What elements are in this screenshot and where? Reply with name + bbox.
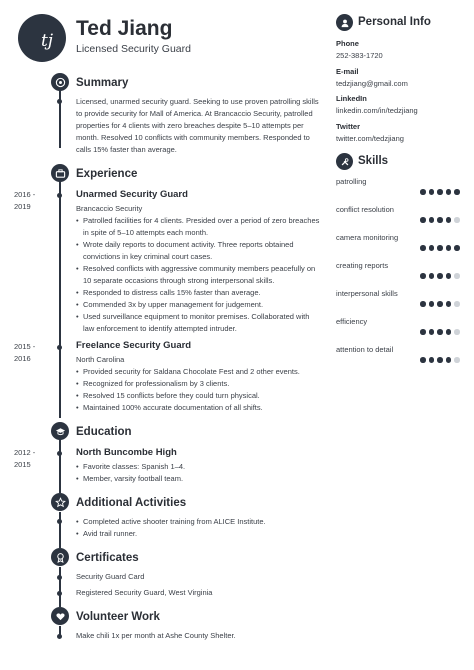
rating-dot	[429, 301, 435, 307]
rating-dot	[454, 217, 460, 223]
skill-name: attention to detail	[336, 345, 394, 354]
education-bullets	[76, 461, 322, 485]
graduation-cap-icon	[51, 422, 69, 440]
list-item: • Wrote daily reports to document activity. Three reports obtained convictions in key criminal court cases.	[76, 239, 322, 263]
candidate-name: Ted Jiang	[76, 17, 173, 40]
phone-value: 252-383-1720	[336, 51, 383, 60]
timeline-dot	[57, 99, 62, 104]
timeline-line	[59, 567, 61, 607]
rating-dot	[437, 245, 443, 251]
candidate-role: Licensed Security Guard	[76, 43, 191, 55]
certificates-heading: Certificates	[76, 552, 139, 564]
skills-heading: Skills	[358, 155, 389, 167]
list-item: • Completed active shooter training from ALICE Institute.	[76, 516, 322, 528]
skill-name: camera monitoring	[336, 233, 399, 242]
rating-dot	[420, 357, 426, 363]
job-date-start: 2015 -	[14, 342, 36, 351]
list-item: • Resolved conflicts with aggressive community members peacefully on 10 separate occasions through strong interpersonal skills.	[76, 263, 322, 287]
rating-dot	[429, 329, 435, 335]
timeline-dot	[57, 345, 62, 350]
list-item: • Resolved 15 conflicts before they could turn physical.	[76, 390, 322, 402]
summary-heading: Summary	[76, 77, 129, 89]
rating-dot	[437, 217, 443, 223]
rating-dot	[446, 301, 452, 307]
job-date-start: 2016 -	[14, 190, 36, 199]
rating-dot	[454, 189, 460, 195]
rating-dot	[429, 217, 435, 223]
timeline-dot	[57, 193, 62, 198]
rating-dot	[454, 301, 460, 307]
skill-rating	[420, 329, 460, 335]
skill-rating	[420, 217, 460, 223]
rating-dot	[437, 189, 443, 195]
list-item: • Member, varsity football team.	[76, 473, 322, 485]
job-company: North Carolina	[76, 355, 125, 364]
list-item: • Maintained 100% accurate documentation of all shifts.	[76, 402, 322, 414]
skill-name: patrolling	[336, 177, 367, 186]
rating-dot	[446, 357, 452, 363]
list-item: • Recognized for professionalism by 3 clients.	[76, 378, 322, 390]
skill-name: conflict resolution	[336, 205, 394, 214]
email-value[interactable]: tedzjiang@gmail.com	[336, 79, 408, 88]
rating-dot	[429, 245, 435, 251]
rating-dot	[437, 329, 443, 335]
job-date-end: 2016	[14, 354, 31, 363]
certificate-item: Security Guard Card	[76, 572, 145, 581]
rating-dot	[446, 217, 452, 223]
job-company: Brancaccio Security	[76, 204, 143, 213]
twitter-label: Twitter	[336, 122, 361, 131]
skill-rating	[420, 301, 460, 307]
rating-dot	[420, 189, 426, 195]
rating-dot	[437, 357, 443, 363]
rating-dot	[454, 329, 460, 335]
phone-label: Phone	[336, 39, 359, 48]
rating-dot	[420, 273, 426, 279]
list-item: • Commended 3x by upper management for judgement.	[76, 299, 322, 311]
list-item: • Favorite classes: Spanish 1–4.	[76, 461, 322, 473]
experience-heading: Experience	[76, 168, 138, 180]
timeline-line	[59, 180, 61, 418]
timeline-dot	[57, 451, 62, 456]
job-bullets	[76, 366, 322, 414]
rating-dot	[454, 357, 460, 363]
briefcase-icon	[51, 164, 69, 182]
rating-dot	[454, 245, 460, 251]
volunteer-heading: Volunteer Work	[76, 611, 160, 623]
rating-dot	[429, 357, 435, 363]
list-item: • Avid trail runner.	[76, 528, 322, 540]
list-item: • Patrolled facilities for 4 clients. Presided over a period of zero breaches in spite of 5–10 attempts each month.	[76, 215, 322, 239]
rating-dot	[429, 189, 435, 195]
job-bullets	[76, 215, 322, 335]
timeline-line	[59, 512, 61, 548]
job-date-end: 2019	[14, 202, 31, 211]
list-item: • Provided security for Saldana Chocolate Fest and 2 other events.	[76, 366, 322, 378]
education-date-end: 2015	[14, 460, 31, 469]
timeline-line	[59, 439, 61, 493]
timeline-dot	[57, 591, 62, 596]
education-heading: Education	[76, 426, 132, 438]
rating-dot	[420, 301, 426, 307]
school-name: North Buncombe High	[76, 447, 177, 458]
rating-dot	[446, 189, 452, 195]
volunteer-item: Make chili 1x per month at Ashe County Shelter.	[76, 631, 236, 640]
linkedin-value[interactable]: linkedin.com/in/tedzjiang	[336, 106, 418, 115]
job-title: Unarmed Security Guard	[76, 189, 188, 200]
skill-rating	[420, 189, 460, 195]
star-icon	[51, 493, 69, 511]
list-item: • Responded to distress calls 15% faster than average.	[76, 287, 322, 299]
job-title: Freelance Security Guard	[76, 340, 192, 351]
timeline-dot	[57, 519, 62, 524]
tools-icon	[336, 153, 353, 170]
rating-dot	[420, 217, 426, 223]
rating-dot	[420, 245, 426, 251]
list-item: • Used surveillance equipment to monitor premises. Collaborated with law enforcement to identify attempted intruder.	[76, 311, 322, 335]
rating-dot	[437, 301, 443, 307]
activities-heading: Additional Activities	[76, 497, 187, 509]
activities-bullets	[76, 516, 322, 540]
email-label: E-mail	[336, 67, 359, 76]
certificate-icon	[51, 548, 69, 566]
skill-name: creating reports	[336, 261, 389, 270]
rating-dot	[446, 245, 452, 251]
personal-info-heading: Personal Info	[358, 16, 431, 28]
education-date-start: 2012 -	[14, 448, 36, 457]
skill-rating	[420, 357, 460, 363]
skill-rating	[420, 245, 460, 251]
summary-icon	[51, 73, 69, 91]
linkedin-label: LinkedIn	[336, 94, 367, 103]
skill-rating	[420, 273, 460, 279]
timeline-dot	[57, 575, 62, 580]
rating-dot	[446, 273, 452, 279]
avatar: tj	[18, 14, 66, 62]
skill-name: efficiency	[336, 317, 368, 326]
skill-name: interpersonal skills	[336, 289, 398, 298]
rating-dot	[454, 273, 460, 279]
twitter-value[interactable]: twitter.com/tedzjiang	[336, 134, 404, 143]
timeline-dot	[57, 634, 62, 639]
rating-dot	[437, 273, 443, 279]
rating-dot	[420, 329, 426, 335]
certificate-item: Registered Security Guard, West Virginia	[76, 588, 213, 597]
rating-dot	[446, 329, 452, 335]
summary-text: Licensed, unarmed security guard. Seeking to use proven patrolling skills to provide security for Mall of America. At Brancaccio Security, patrolled properties for 4 clients with zero breaches despite 5–10 attempts per month. Resolved 10 conflicts with community members. Responded to calls 15% faster than average.	[76, 97, 319, 154]
heart-hand-icon	[51, 607, 69, 625]
rating-dot	[429, 273, 435, 279]
user-icon	[336, 14, 353, 31]
